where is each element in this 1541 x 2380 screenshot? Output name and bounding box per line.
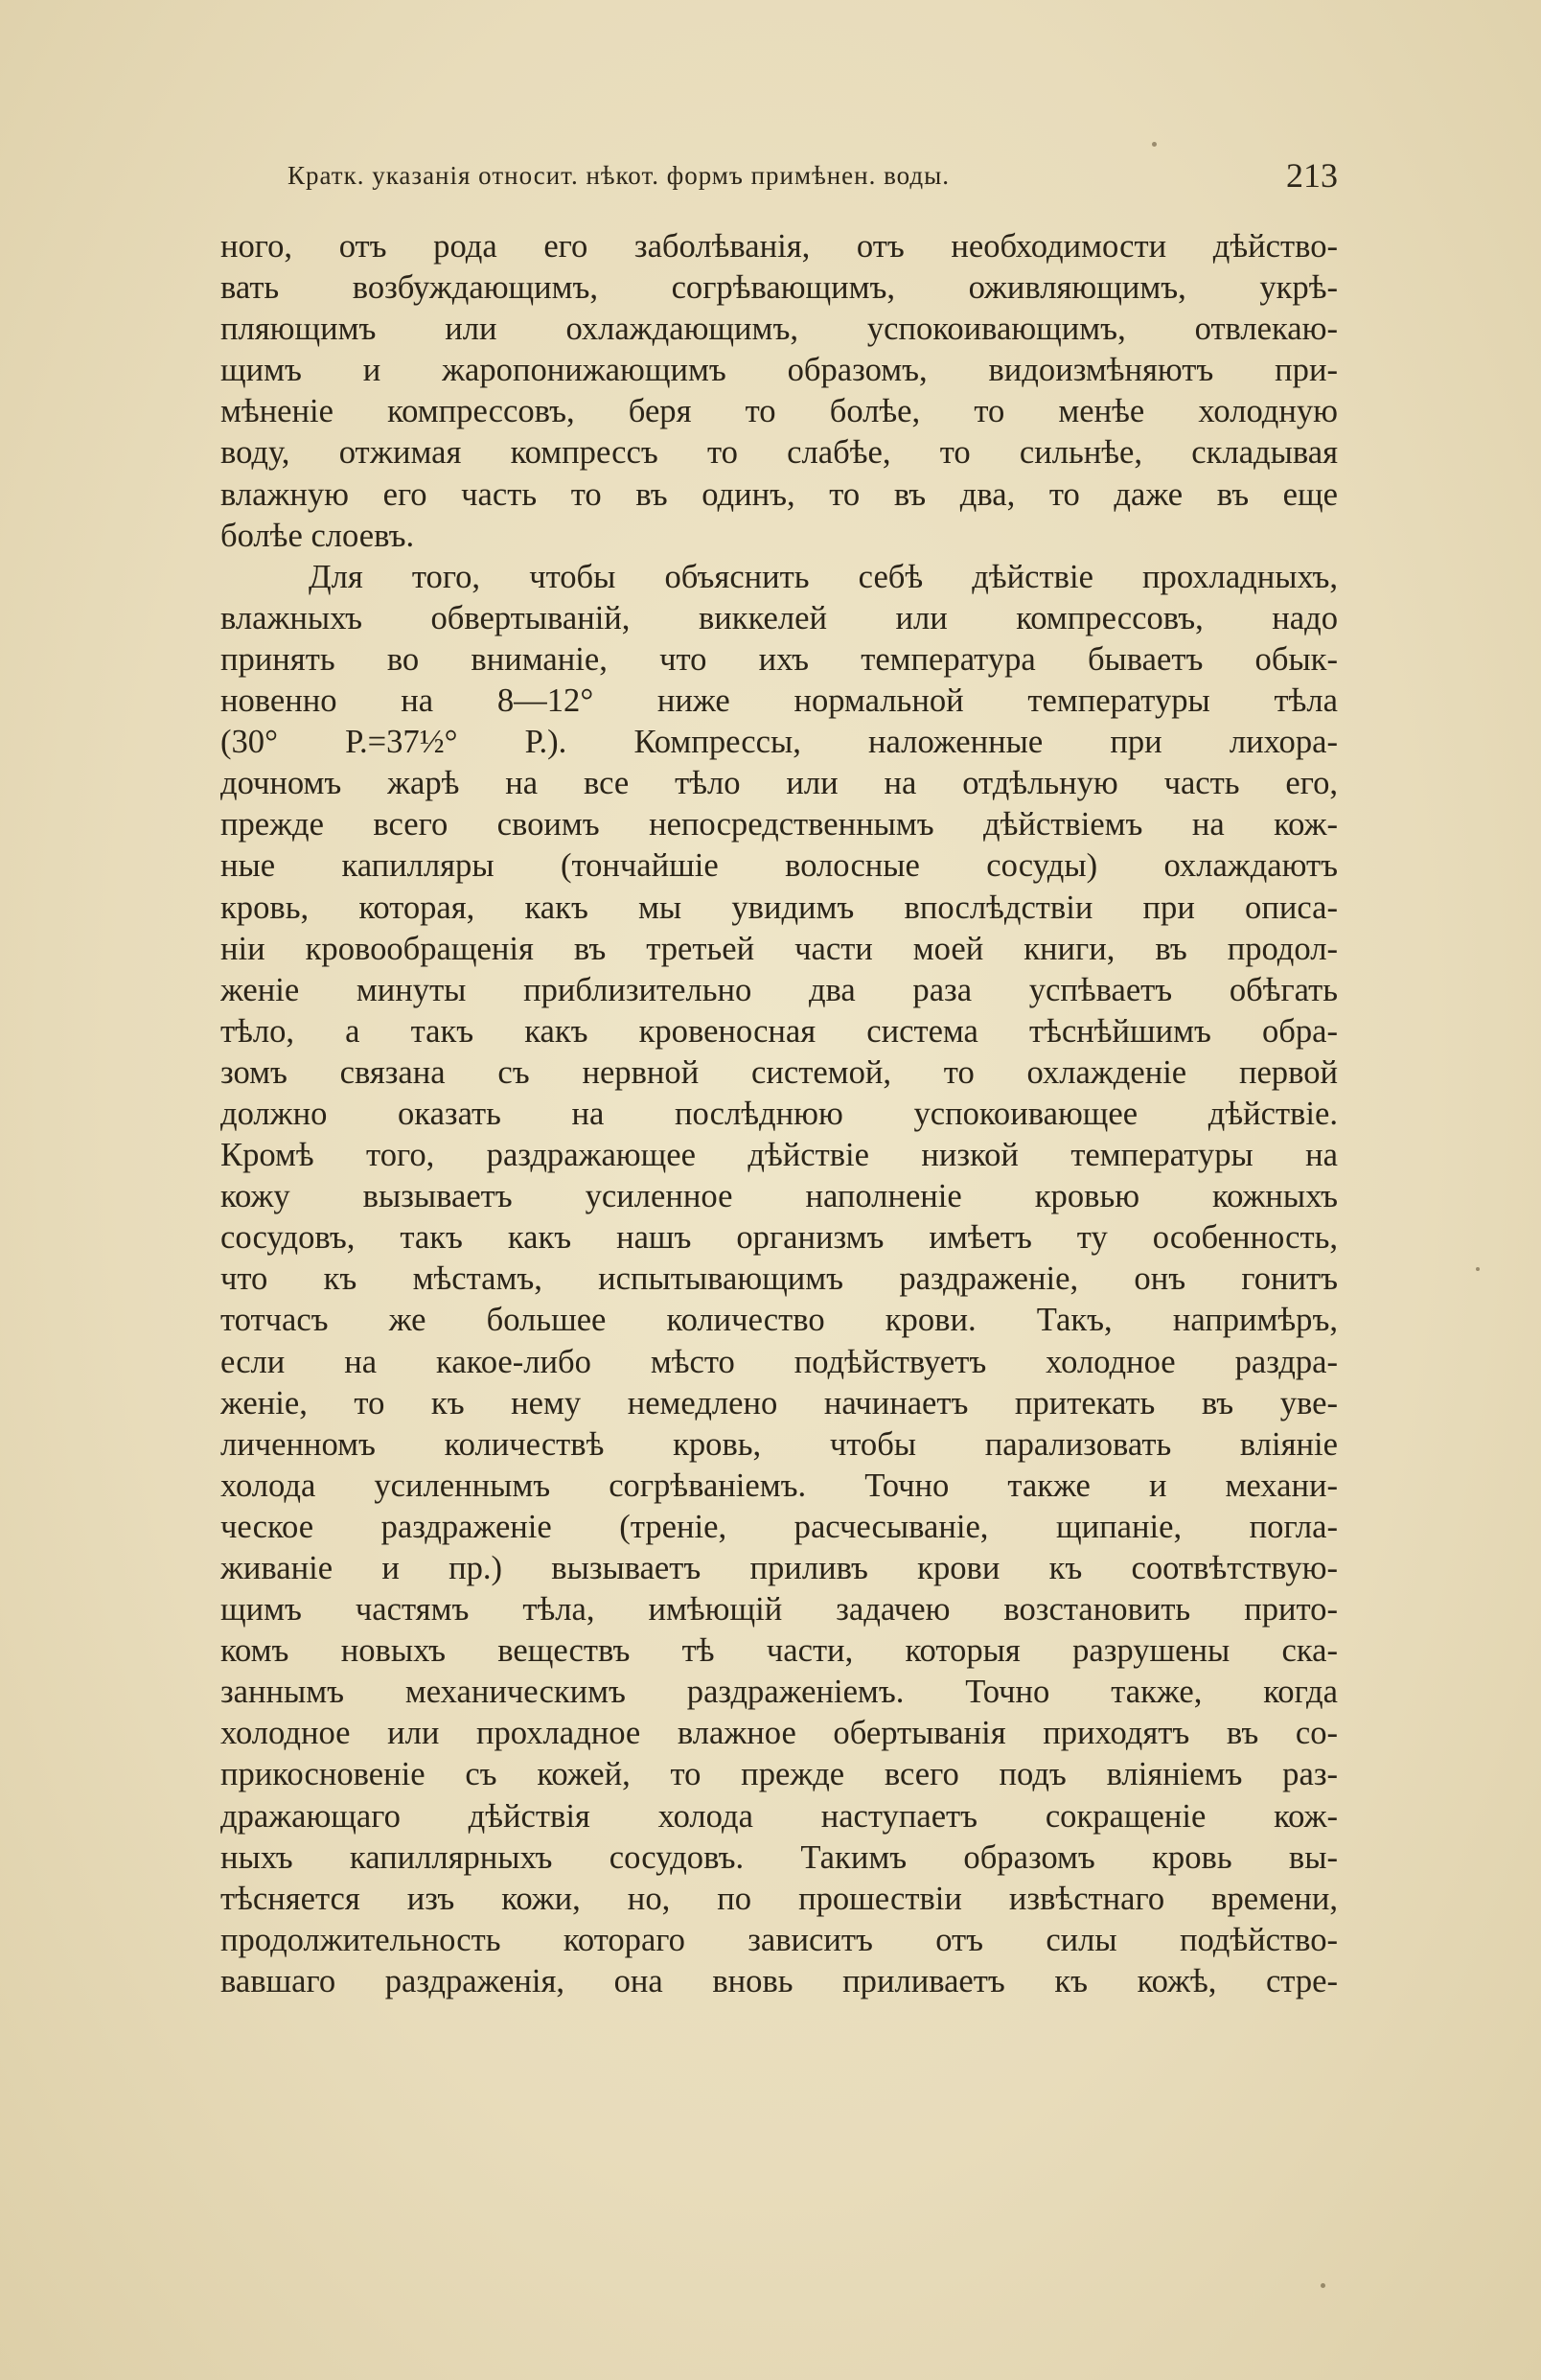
text-line: ные капилляры (тончайшіе волосные сосуды) охлаждаютъ: [220, 847, 1338, 885]
text-line: зомъ связана съ нервной системой, то охлажденіе первой: [220, 1053, 1338, 1091]
text-line: ныхъ капиллярныхъ сосудовъ. Такимъ образомъ кровь вы-: [220, 1838, 1338, 1876]
text-line: сосудовъ, такъ какъ нашъ организмъ имѣетъ ту особенность,: [220, 1219, 1338, 1257]
text-line: вавшаго раздраженія, она вновь приливаетъ къ кожѣ, стре-: [220, 1962, 1338, 1999]
text-line: новенно на 8—12° ниже нормальной температуры тѣла: [220, 682, 1338, 720]
text-line: щимъ и жаропонижающимъ образомъ, видоизмѣняютъ при-: [220, 352, 1338, 389]
text-line: воду, отжимая компрессъ то слабѣе, то сильнѣе, складывая: [220, 434, 1338, 472]
text-line: мѣненіе компрессовъ, беря то болѣе, то менѣе холодную: [220, 393, 1338, 430]
text-line: комъ новыхъ веществъ тѣ части, которыя разрушены ска-: [220, 1632, 1338, 1670]
text-line: если на какое-либо мѣсто подѣйствуетъ холодное раздра-: [220, 1343, 1338, 1380]
text-line: щимъ частямъ тѣла, имѣющій задачею возстановить прито-: [220, 1591, 1338, 1629]
ink-speck: [1476, 1267, 1480, 1271]
ink-speck: [1321, 2283, 1325, 2288]
text-line: женіе, то къ нему немедлено начинаетъ притекать въ уве-: [220, 1384, 1338, 1421]
page-header: [288, 151, 1338, 199]
body-text: [220, 226, 1338, 2002]
text-line: женіе минуты приблизительно два раза успѣваетъ обѣгать: [220, 971, 1338, 1008]
text-line: влажную его часть то въ одинъ, то въ два, то даже въ еще: [220, 475, 1338, 513]
text-line: ного, отъ рода его заболѣванія, отъ необходимости дѣйство-: [220, 228, 1338, 265]
text-line: болѣе слоевъ.: [220, 517, 415, 554]
text-line: личенномъ количествѣ кровь, чтобы парализовать вліяніе: [220, 1425, 1338, 1463]
text-line: живаніе и пр.) вызываетъ приливъ крови къ соотвѣтствую-: [220, 1550, 1338, 1586]
text-line: пляющимъ или охлаждающимъ, успокоивающимъ, отвлекаю-: [220, 311, 1338, 348]
text-line: тотчасъ же большее количество крови. Такъ, напримѣръ,: [220, 1302, 1338, 1339]
text-line: Для того, чтобы объяснить себѣ дѣйствіе прохладныхъ,: [309, 558, 1338, 595]
text-line: (30° Р.=37½° Р.). Компрессы, наложенные при лихора-: [220, 724, 1338, 761]
text-line: влажныхъ обвертываній, виккелей или компрессовъ, надо: [220, 599, 1338, 636]
text-line: дражающаго дѣйствія холода наступаетъ сокращеніе кож-: [220, 1797, 1338, 1835]
ink-speck: [1152, 142, 1157, 147]
text-line: продолжительность котораго зависитъ отъ силы подѣйство-: [220, 1921, 1338, 1958]
text-line: тѣсняется изъ кожи, но, по прошествіи извѣстнаго времени,: [220, 1880, 1338, 1917]
text-line: холода усиленнымъ согрѣваніемъ. Точно также и механи-: [220, 1467, 1338, 1504]
text-line: Кромѣ того, раздражающее дѣйствіе низкой температуры на: [220, 1137, 1338, 1174]
text-line: прикосновеніе съ кожей, то прежде всего подъ вліяніемъ раз-: [220, 1756, 1338, 1793]
text-line: ческое раздраженіе (треніе, расчесываніе, щипаніе, погла-: [220, 1508, 1338, 1545]
text-line: заннымъ механическимъ раздраженіемъ. Точно также, когда: [220, 1674, 1338, 1711]
text-line: холодное или прохладное влажное обертыванія приходятъ въ со-: [220, 1715, 1338, 1752]
text-line: дочномъ жарѣ на все тѣло или на отдѣльную часть его,: [220, 765, 1338, 802]
page-number: 213: [1286, 156, 1338, 195]
running-head: Кратк. указанія относит. нѣкот. формъ примѣнен. воды.: [288, 160, 951, 190]
text-line: прежде всего своимъ непосредственнымъ дѣйствіемъ на кож-: [220, 806, 1338, 843]
text-line: тѣло, а такъ какъ кровеносная система тѣснѣйшимъ обра-: [220, 1012, 1338, 1050]
paragraph-1: [220, 226, 1338, 557]
text-line: принять во вниманіе, что ихъ температура бываетъ обык-: [220, 640, 1338, 678]
text-line: что къ мѣстамъ, испытывающимъ раздраженіе, онъ гонитъ: [220, 1260, 1338, 1298]
paragraph-2: [220, 557, 1338, 2002]
text-line: кровь, которая, какъ мы увидимъ впослѣдствіи при описа-: [220, 889, 1338, 926]
text-line: вать возбуждающимъ, согрѣвающимъ, оживляющимъ, укрѣ-: [220, 269, 1338, 307]
text-line: должно оказать на послѣднюю успокоивающее дѣйствіе.: [220, 1095, 1338, 1132]
text-line: ніи кровообращенія въ третьей части моей книги, въ продол-: [220, 930, 1338, 967]
text-line: кожу вызываетъ усиленное наполненіе кровью кожныхъ: [220, 1178, 1338, 1215]
